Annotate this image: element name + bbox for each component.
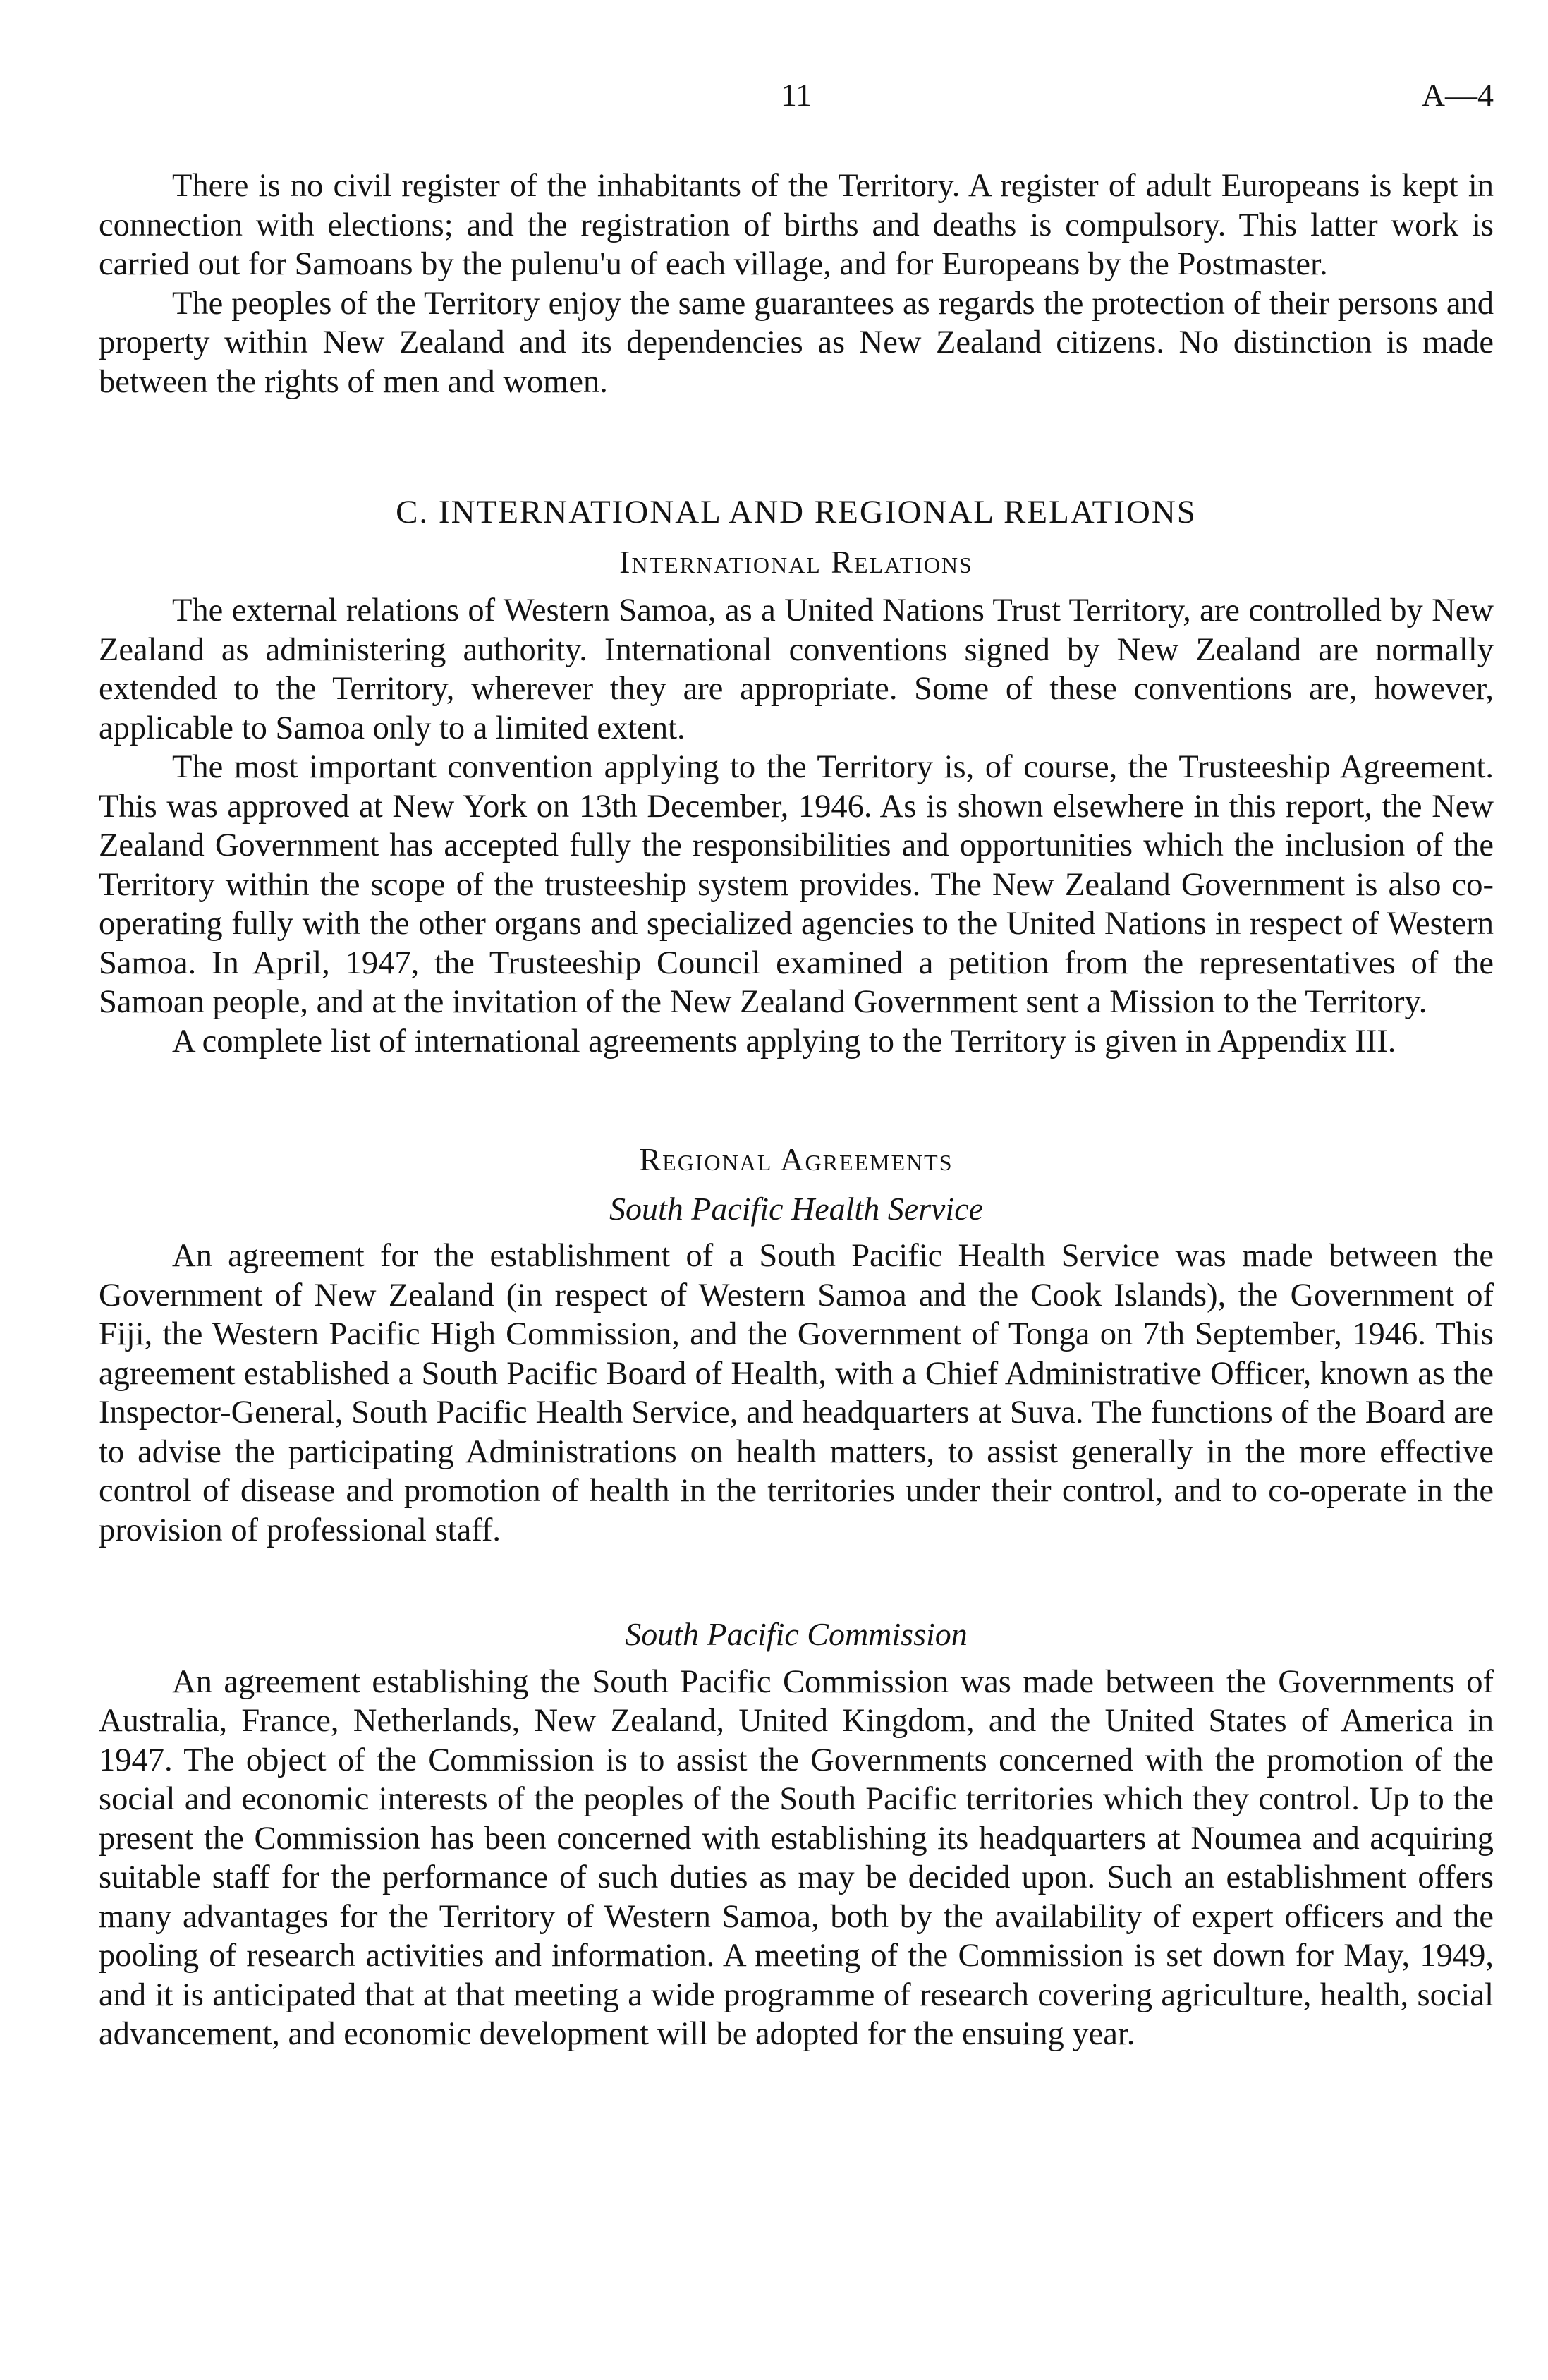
running-head bbox=[99, 76, 1494, 126]
heading-south-pacific-commission: South Pacific Commission bbox=[625, 1616, 968, 1652]
paragraph-appendix-reference: A complete list of international agreements applying to the Territory is given in Appendix III. bbox=[172, 1023, 1396, 1060]
paragraph-external-relations: The external relations of Western Samoa, as a United Nations Trust Territory, are controlled by New Zealand as administering authority. International conventions signed by New Zealand are normally extended to the Territory, wherever they are appropriate. Some of these conventions are, however, applicable to Samoa only to a limited extent. bbox=[99, 593, 1494, 746]
paragraph-health-service: An agreement for the establishment of a South Pacific Health Service was made between the Government of New Zealand (in respect of Western Samoa and the Cook Islands), the Government of Fiji, the Western Pacific High Commission, and the Government of Tonga on 7th September, 1946. This agreement established a South Pacific Board of Health, with a Chief Administrative Officer, known as the Inspector-General, South Pacific Health Service, and headquarters at Suva. The functions of the Board are to advise the participating Administrations on health matters, to assist generally in the more effective control of disease and promotion of health in the territories under their control, and to co-operate in the provision of professional staff. bbox=[99, 1238, 1494, 1548]
paragraph-protection: The peoples of the Territory enjoy the same guarantees as regards the protection of their persons and property within New Zealand and its dependencies as New Zealand citizens. No distinction is made between the rights of men and women. bbox=[99, 285, 1494, 400]
paragraph-commission: An agreement establishing the South Pacific Commission was made between the Governments of Australia, France, Netherlands, New Zealand, United Kingdom, and the United States of America in 1947. The object of the Commission is to assist the Governments concerned with the promotion of the social and economic interests of the peoples of the South Pacific territories which they control. Up to the present the Commission has been concerned with establishing its headquarters at Noumea and acquiring suitable staff for the performance of such duties as may be decided upon. Such an establishment offers many advantages for the Territory of Western Samoa, both by the availability of expert officers and the pooling of research activities and information. A meeting of the Commission is set down for May, 1949, and it is anticipated that at that meeting a wide programme of research covering agriculture, health, social advancement, and economic development will be adopted for the ensuing year. bbox=[99, 1663, 1494, 2052]
body-text bbox=[99, 166, 1494, 2054]
paragraph-trusteeship-agreement: The most important convention applying to the Territory is, of course, the Trusteeship Agreement. This was approved at New York on 13th December, 1946. As is shown elsewhere in this report, the New Zealand Government has accepted fully the responsibilities and opportunities which the inclusion of the Territory within the scope of the trusteeship system provides. The New Zealand Government is also co-operating fully with the other organs and specialized agencies to the United Nations in respect of Western Samoa. In April, 1947, the Trusteeship Council examined a petition from the representatives of the Samoan people, and at the invitation of the New Zealand Government sent a Mission to the Territory. bbox=[99, 749, 1494, 1020]
heading-south-pacific-health-service: South Pacific Health Service bbox=[609, 1190, 984, 1227]
paragraph-civil-register: There is no civil register of the inhabitants of the Territory. A register of adult Europeans is kept in connection with elections; and the registration of births and deaths is compulsory. This latter work is carried out for Samoans by the pulenu'u of each village, and for Europeans by the Postmaster. bbox=[99, 168, 1494, 282]
subheading-international-relations: International Relations bbox=[619, 543, 973, 580]
section-heading-c: C. INTERNATIONAL AND REGIONAL RELATIONS bbox=[396, 494, 1197, 530]
subheading-regional-agreements: Regional Agreements bbox=[639, 1141, 953, 1177]
page-number: 11 bbox=[780, 77, 812, 113]
series-reference: A—4 bbox=[1421, 77, 1494, 113]
